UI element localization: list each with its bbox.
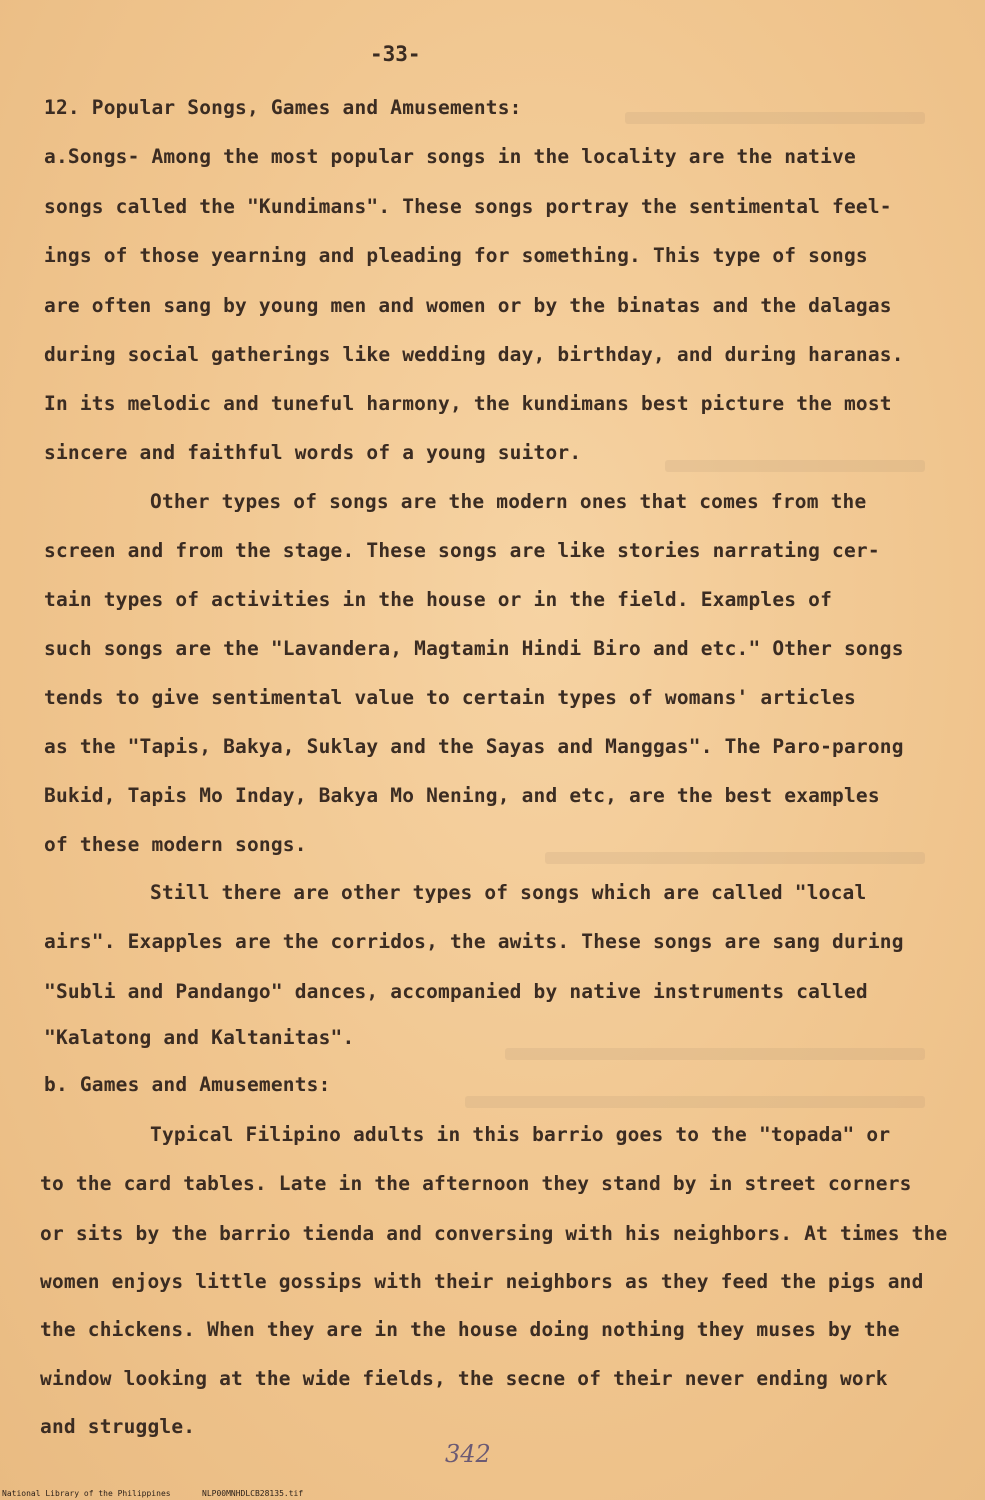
text-line: as the "Tapis, Bakya, Suklay and the Sayas and Manggas". The Paro-parong (44, 735, 904, 758)
text-line: "Subli and Pandango" dances, accompanied by native instruments called (44, 980, 868, 1003)
text-line: Other types of songs are the modern ones that comes from the (150, 490, 867, 513)
text-line: ings of those yearning and pleading for something. This type of songs (44, 244, 868, 267)
page-number: -33- (370, 42, 421, 66)
bleed-through-mark (665, 460, 925, 472)
footer-library: National Library of the Philippines (2, 1489, 171, 1498)
text-line: Typical Filipino adults in this barrio goes to the "topada" or (150, 1123, 891, 1146)
text-line: sincere and faithful words of a young suitor. (44, 441, 582, 464)
text-line: songs called the "Kundimans". These songs portray the sentimental feel- (44, 195, 892, 218)
bleed-through-mark (545, 852, 925, 864)
text-line: to the card tables. Late in the afternoon they stand by in street corners (40, 1172, 912, 1195)
text-line: window looking at the wide fields, the secne of their never ending work (40, 1367, 888, 1390)
text-line: tends to give sentimental value to certain types of womans' articles (44, 686, 856, 709)
bleed-through-mark (505, 1048, 925, 1060)
text-line: "Kalatong and Kaltanitas". (44, 1026, 355, 1049)
text-line: a.Songs- Among the most popular songs in the locality are the native (44, 145, 856, 168)
text-line: tain types of activities in the house or in the field. Examples of (44, 588, 833, 611)
text-line: and struggle. (40, 1415, 196, 1438)
text-line: In its melodic and tuneful harmony, the kundimans best picture the most (44, 392, 892, 415)
handwritten-page-number: 342 (445, 1440, 491, 1468)
text-line: women enjoys little gossips with their neighbors as they feed the pigs and (40, 1270, 924, 1293)
text-line: Still there are other types of songs which are called "local (150, 881, 867, 904)
section-heading: 12. Popular Songs, Games and Amusements: (44, 96, 522, 119)
text-line: such songs are the "Lavandera, Magtamin Hindi Biro and etc." Other songs (44, 637, 904, 660)
text-line: or sits by the barrio tienda and conversing with his neighbors. At times the (40, 1222, 948, 1245)
bleed-through-mark (465, 1096, 925, 1108)
text-line: are often sang by young men and women or by the binatas and the dalagas (44, 294, 892, 317)
footer-filename: NLP00MNHDLCB28135.tif (202, 1489, 304, 1498)
text-line: of these modern songs. (44, 833, 307, 856)
text-line: during social gatherings like wedding day, birthday, and during haranas. (44, 343, 904, 366)
text-line: the chickens. When they are in the house doing nothing they muses by the (40, 1318, 900, 1341)
text-line: airs". Exapples are the corridos, the awits. These songs are sang during (44, 930, 904, 953)
subsection-heading: b. Games and Amusements: (44, 1073, 331, 1096)
bleed-through-mark (625, 112, 925, 124)
text-line: screen and from the stage. These songs are like stories narrating cer- (44, 539, 880, 562)
text-line: Bukid, Tapis Mo Inday, Bakya Mo Nening, and etc, are the best examples (44, 784, 880, 807)
